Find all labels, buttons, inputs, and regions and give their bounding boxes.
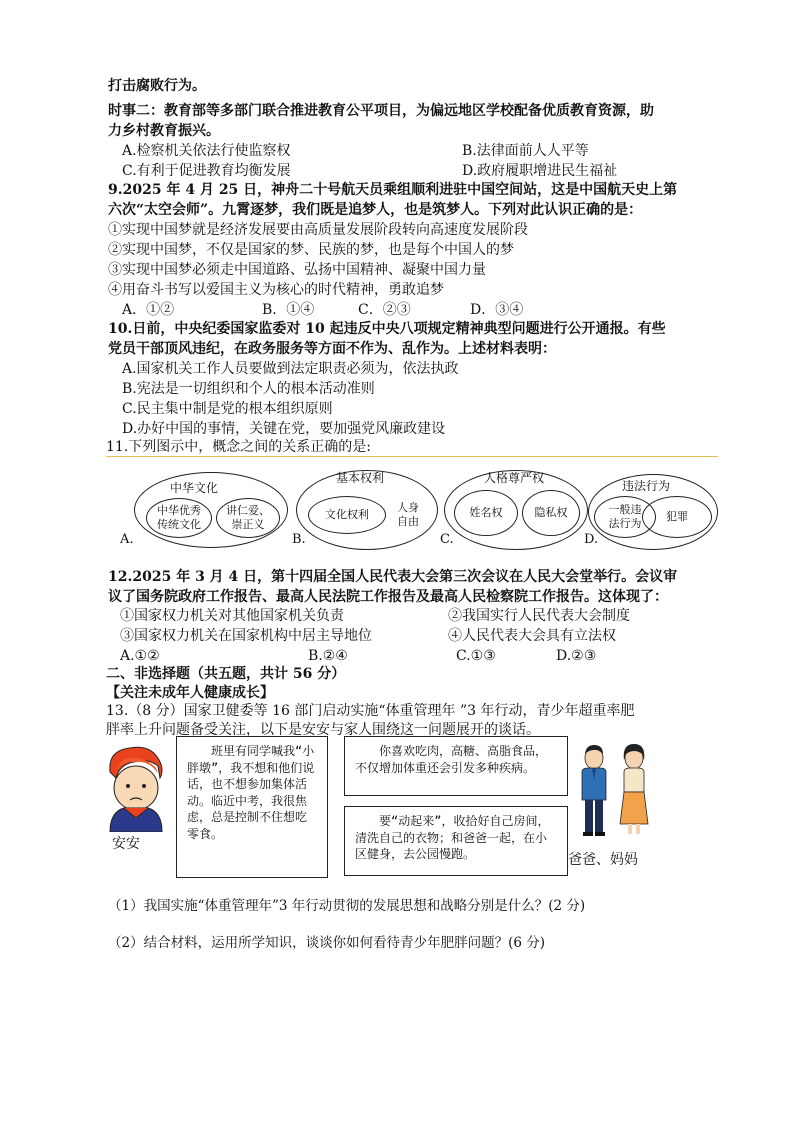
text-line: 打击腐败行为。: [108, 78, 206, 94]
q12-statement-3: ③国家权力机关在国家机构中居主导地位: [120, 628, 372, 644]
text-line: 时事二：教育部等多部门联合推进教育公平项目，为偏远地区学校配备优质教育资源，助: [108, 103, 654, 119]
diagram-a: [120, 470, 290, 550]
q8-option-c: C.有利于促进教育均衡发展: [122, 163, 291, 179]
q13-subquestion-2: （2）结合材料，运用所学知识，谈谈你如何看待青少年肥胖问题？(6 分): [108, 935, 546, 951]
inner-ellipse-right: 隐私权: [522, 490, 580, 536]
q10-option-c: C.民主集中制是党的根本组织原则: [122, 401, 333, 417]
q8-option-b: B.法律面前人人平等: [462, 143, 589, 159]
divider: [106, 456, 718, 457]
diagram-d: [584, 472, 724, 552]
anan-label: 安安: [112, 836, 140, 852]
question-13-stem-2: 胖率上升问题备受关注，以下是安安与家人围绕这一问题展开的谈话。: [106, 722, 540, 738]
outer-label: 基本权利: [336, 471, 385, 485]
q9-statement-4: ④用奋斗书写以爱国主义为核心的时代精神，勇敢追梦: [108, 282, 444, 298]
diagram-b: [290, 466, 440, 552]
question-10-stem: 10.日前，中央纪委国家监委对 10 起违反中央八项规定精神典型问题进行公开通报。有些: [108, 321, 666, 337]
question-9-stem-2: 六次“太空会师”。九霄逐梦，我们既是追梦人，也是筑梦人。下列对此认识正确的是：: [108, 202, 643, 218]
diagram-c: [440, 466, 590, 552]
q9-option-d: D．③④: [470, 302, 524, 318]
section-heading: 二、非选择题（共五题，共计 56 分）: [106, 666, 346, 682]
parent-speech-box-1: 你喜欢吃肉，高糖、高脂食品，不仅增加体重还会引发多种疾病。: [344, 736, 568, 796]
inner-ellipse-left: 姓名权: [454, 490, 518, 536]
q13-subquestion-1: （1）我国实施“体重管理年”3 年行动贯彻的发展思想和战略分别是什么？(2 分): [108, 898, 586, 914]
question-12-stem: 12.2025 年 3 月 4 日，第十四届全国人民代表大会第三次会议在人民大会堂举行。会议审: [108, 569, 678, 585]
q10-option-b: B.宪法是一切组织和个人的根本活动准则: [122, 381, 375, 397]
q9-option-b: B．①④: [262, 302, 315, 318]
q9-statement-1: ①实现中国梦就是经济发展要由高质量发展阶段转向高速度发展阶段: [108, 222, 528, 238]
q9-statement-2: ②实现中国梦，不仅是国家的梦、民族的梦，也是每个中国人的梦: [108, 242, 514, 258]
parents-illustration: [576, 742, 656, 838]
outer-label: 违法行为: [622, 479, 671, 493]
diagram-letter: B.: [292, 532, 306, 547]
inner-ellipse-right: 讲仁爱、 崇正义: [216, 498, 280, 538]
topic-heading: 【关注未成年人健康成长】: [106, 685, 274, 701]
q12-statement-2: ②我国实行人民代表大会制度: [448, 608, 630, 624]
q9-option-c: C．②③: [358, 302, 411, 318]
outer-label: 中华文化: [170, 481, 219, 495]
q10-option-a: A.国家机关工作人员要做到法定职责必须为，依法执政: [122, 361, 459, 377]
q12-option-b: B.②④: [308, 648, 348, 664]
q12-option-c: C.①③: [456, 648, 496, 664]
question-11-stem: 11.下列图示中，概念之间的关系正确的是:: [106, 439, 371, 455]
q12-statement-1: ①国家权力机关对其他国家机关负责: [120, 608, 344, 624]
anan-speech-box: 班里有同学喊我“小胖墩”，我不想和他们说话，也不想参加集体活动。临近中考，我很焦虑，总是控制不住想吃零食。: [176, 736, 328, 878]
q12-option-d: D.②③: [556, 648, 597, 664]
q9-option-a: A．①②: [122, 302, 175, 318]
outer-label: 人格尊严权: [484, 471, 545, 485]
question-9-stem: 9.2025 年 4 月 25 日，神舟二十号航天员乘组顺利进驻中国空间站，这是中国航天史上第: [108, 182, 678, 198]
text-line: 力乡村教育振兴。: [108, 123, 220, 139]
q12-statement-4: ④人民代表大会具有立法权: [448, 628, 616, 644]
parent-speech-box-2: 要“动起来”，收拾好自己房间，清洗自己的衣物；和爸爸一起，在小区健身，去公园慢跑。: [344, 806, 568, 876]
inner-ellipse-left: 文化权利: [308, 496, 386, 534]
question-10-stem-2: 党员干部顶风违纪，在政务服务等方面不作为、乱作为。上述材料表明：: [108, 341, 556, 357]
anan-avatar: [104, 744, 168, 832]
q8-option-d: D.政府履职增进民生福祉: [462, 163, 618, 179]
parents-label: 爸爸、妈妈: [568, 852, 638, 868]
inner-ellipse-left: 中华优秀 传统文化: [146, 498, 212, 538]
diagram-letter: D.: [584, 532, 599, 547]
q12-option-a: A.①②: [120, 648, 160, 664]
inner-ellipse-right: 犯罪: [642, 496, 712, 538]
q10-option-d: D.办好中国的事情，关键在党，要加强党风廉政建设: [122, 421, 446, 437]
diagram-letter: C.: [440, 532, 454, 547]
diagram-letter: A.: [120, 532, 134, 547]
q8-option-a: A.检察机关依法行使监察权: [122, 143, 291, 159]
question-12-stem-2: 议了国务院政府工作报告、最高人民法院工作报告及最高人民检察院工作报告。这体现了：: [108, 589, 668, 605]
q9-statement-3: ③实现中国梦必须走中国道路、弘扬中国精神、凝聚中国力量: [108, 262, 486, 278]
inner-ellipse-left: 一般违 法行为: [594, 496, 656, 538]
question-13-stem: 13.（8 分）国家卫健委等 16 部门启动实施“体重管理年 ”3 年行动，青少年超重率肥: [106, 703, 635, 719]
inner-label-right: 人身 自由: [397, 501, 419, 528]
